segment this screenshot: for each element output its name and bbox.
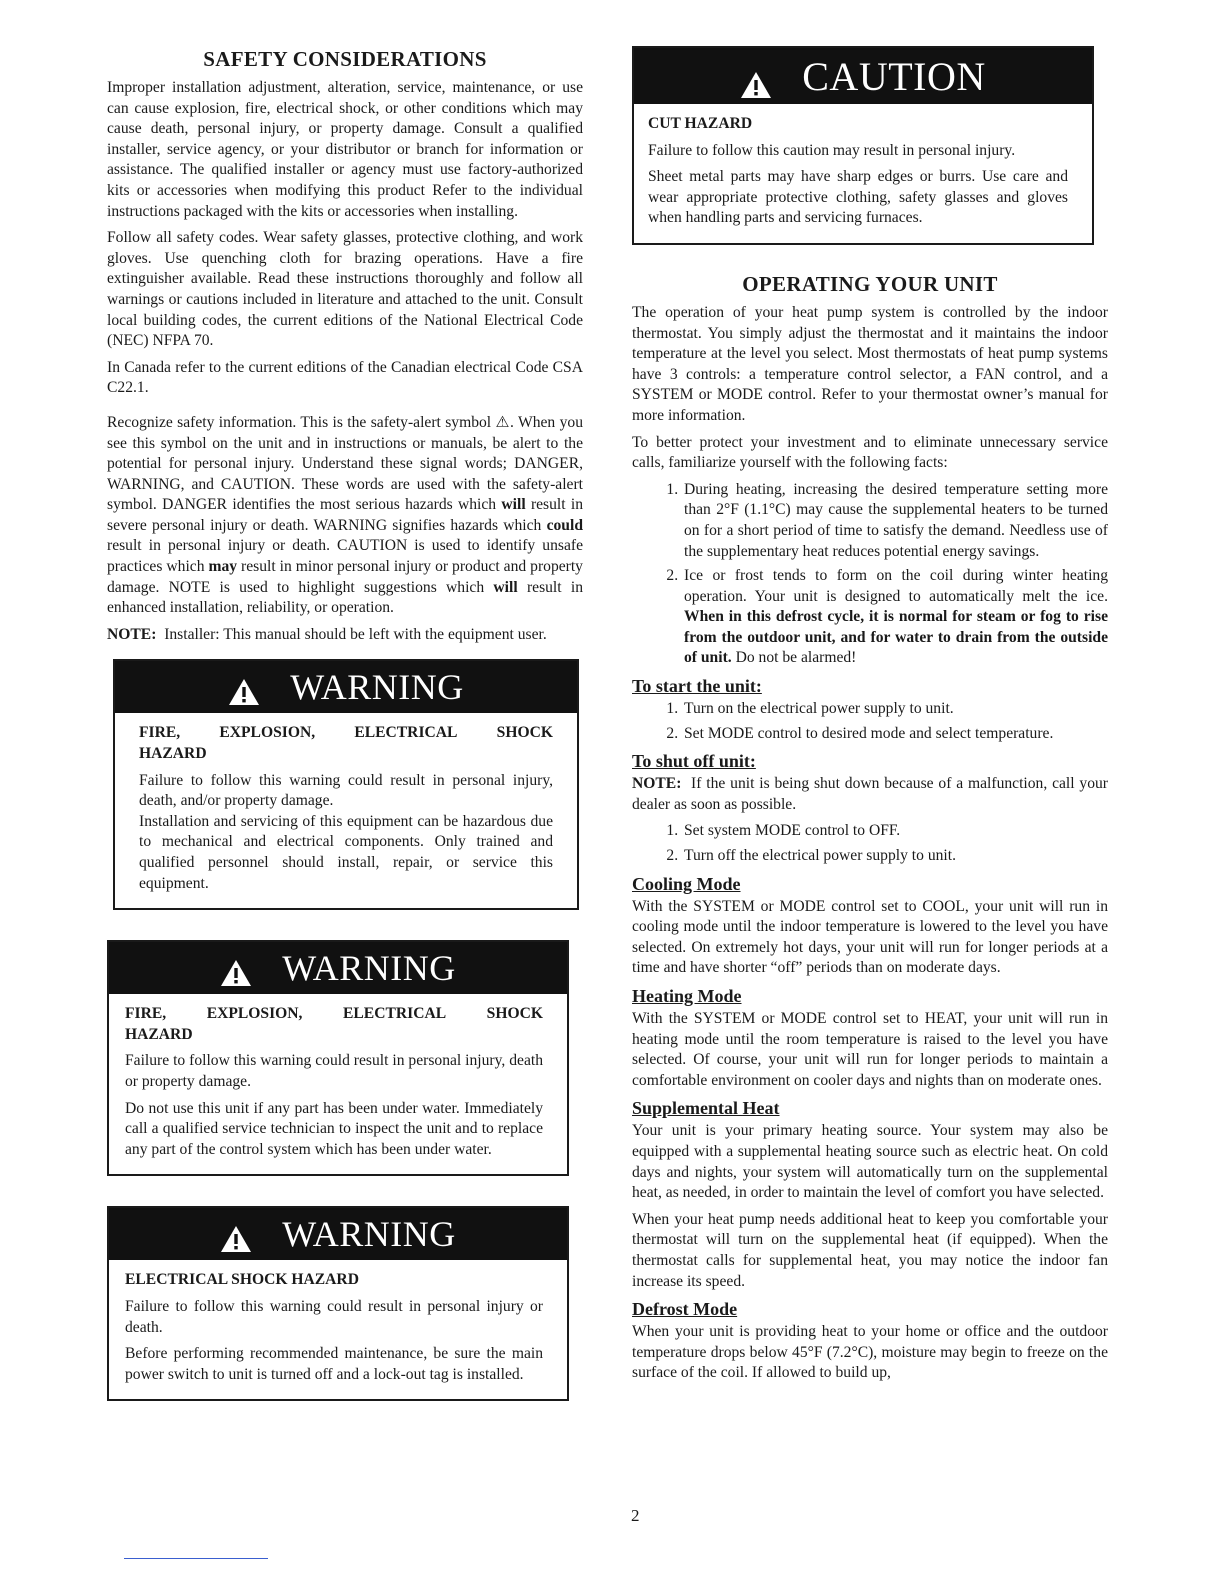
facts-list bbox=[632, 480, 1108, 669]
alert-text-e: result in minor personal injury or product and property damage. NOTE is used to highlight suggestions which bbox=[107, 558, 583, 596]
alert-text-a: Recognize safety information. This is the safety-alert symbol bbox=[107, 413, 496, 431]
list-item: 2. Set MODE control to desired mode and select temperature. bbox=[682, 724, 1108, 745]
alert-text-f: result in enhanced installation, reliability, or operation. bbox=[107, 578, 583, 617]
heating-mode-text: With the SYSTEM or MODE control set to HEAT, your unit will run in heating mode until the room temperature is raised to the level you have selected. Of course, your unit will run for longer periods to maintain a comfortable environment on cooler days and nights than on moderate ones. bbox=[632, 1010, 1108, 1089]
operating-paragraph-2: To better protect your investment and to eliminate unnecessary service calls, familiarize yourself with the following facts: bbox=[632, 433, 1108, 472]
warning-triangle-icon bbox=[220, 1220, 252, 1248]
safety-paragraph-1: Improper installation adjustment, alteration, service, maintenance, or use can cause explosion, fire, electrical shock, or other conditions which may cause death, personal injury, or property damage. Consult a qualified installer, service agency, or your distributor or branch for information or assistance. The qualified installer or agency must use factory-authorized kits or accessories when modifying this product Refer to the individual instructions packaged with the kits or accessories when installing. bbox=[107, 79, 583, 220]
warning-title-1: WARNING bbox=[290, 667, 464, 708]
caution-text-1: Failure to follow this caution may result in personal injury. bbox=[648, 141, 1016, 159]
start-steps-list bbox=[632, 699, 1108, 744]
warning-triangle-icon bbox=[228, 673, 260, 701]
warning-3-text-2: Before performing recommended maintenance, be sure the main power switch to unit is turned off and a lock-out tag is installed. bbox=[125, 1345, 543, 1383]
supplemental-heat-text-1: Your unit is your primary heating source. Your system may also be equipped with a supplemental heating source such as electric heat. On cold days and nights, your system will automatically turn on the supplemental heat, as needed, in order to maintain the level of comfort you have selected. bbox=[632, 1122, 1108, 1202]
hazard-word: ELECTRICAL bbox=[343, 1005, 447, 1023]
note-label: NOTE: bbox=[632, 775, 682, 793]
caution-box bbox=[632, 46, 1094, 245]
caution-title: CAUTION bbox=[802, 53, 986, 99]
list-item: 1. Set system MODE control to OFF. bbox=[682, 821, 1108, 842]
warning-1-text-2: Installation and servicing of this equipment can be hazardous due to mechanical and electrical components. Only trained and qualified personnel should install, repair, or service this equipment. bbox=[139, 812, 553, 892]
warning-title-2: WARNING bbox=[282, 948, 456, 989]
shut-steps-list bbox=[632, 821, 1108, 866]
warning-banner-3 bbox=[109, 1208, 567, 1260]
hazard-line-2: HAZARD bbox=[125, 1025, 193, 1043]
fact-2-text: Ice or frost tends to form on the coil during winter heating operation. Your unit is designed to automatically melt the ice. bbox=[684, 567, 1108, 605]
installer-note bbox=[107, 625, 583, 646]
footer-rule bbox=[124, 1558, 268, 1559]
warning-title-3: WARNING bbox=[282, 1214, 456, 1255]
alert-text-c: result in severe personal injury or death. WARNING signifies hazards which bbox=[107, 496, 583, 534]
warning-triangle-icon bbox=[220, 954, 252, 982]
fact-2-bold: When in this defrost cycle, it is normal for steam or fog to rise from the outdoor unit, and for water to drain from the outside of unit. bbox=[684, 608, 1108, 667]
fact-2-end: Do not be alarmed! bbox=[731, 649, 857, 667]
list-item: 1. Turn on the electrical power supply to unit. bbox=[682, 699, 1108, 720]
right-column bbox=[632, 46, 1112, 1390]
warning-3-text-1: Failure to follow this warning could result in personal injury or death. bbox=[125, 1297, 543, 1336]
hazard-line: ELECTRICAL SHOCK HAZARD bbox=[125, 1271, 359, 1289]
hazard-word: FIRE, bbox=[139, 724, 181, 742]
hazard-line-1 bbox=[125, 1004, 543, 1025]
alert-text-d: result in personal injury or death. CAUTION is used to identify unsafe practices which bbox=[107, 537, 583, 576]
hazard-word: EXPLOSION, bbox=[206, 1005, 303, 1023]
hazard-line-1 bbox=[139, 723, 553, 744]
hazard-word: SHOCK bbox=[486, 1005, 543, 1023]
hazard-word: ELECTRICAL bbox=[354, 724, 458, 742]
caution-banner bbox=[634, 48, 1092, 104]
page-number-text: 2 bbox=[631, 1506, 640, 1525]
list-item: 1. During heating, increasing the desired temperature setting more than 2°F (1.1°C) may cause the supplemental heaters to be turned on for a short period of time to satisfy the demand. Needless use of the supplementary heat reduces potential energy savings. bbox=[682, 480, 1108, 562]
alert-will-2: will bbox=[493, 578, 518, 596]
warning-box-3 bbox=[107, 1206, 569, 1401]
caution-text-2: Sheet metal parts may have sharp edges or burrs. Use care and wear appropriate protective clothing, safety glasses and gloves when handling parts and servicing furnaces. bbox=[648, 168, 1068, 227]
alert-may: may bbox=[208, 558, 238, 576]
note-label: NOTE: bbox=[107, 625, 157, 643]
cooling-mode-text: With the SYSTEM or MODE control set to COOL, your unit will run in cooling mode until the indoor temperature is lowered to the level you have selected. On extremely hot days, your unit will run for longer periods at a time and have shorter “off” periods than on moderate days. bbox=[632, 897, 1108, 977]
operating-unit-heading: OPERATING YOUR UNIT bbox=[742, 271, 998, 296]
start-unit-heading: To start the unit: bbox=[632, 676, 762, 697]
alert-will: will bbox=[501, 496, 526, 514]
warning-2-text-2: Do not use this unit if any part has been under water. Immediately call a qualified service technician to inspect the unit and to replace any part of the control system which has been under water. bbox=[125, 1099, 543, 1158]
warning-banner-1 bbox=[115, 661, 577, 713]
warning-2-text-1: Failure to follow this warning could result in personal injury, death or property damage. bbox=[125, 1052, 543, 1090]
safety-paragraph-3: In Canada refer to the current editions of the Canadian electrical Code CSA C22.1. bbox=[107, 358, 583, 397]
cut-hazard-label: CUT HAZARD bbox=[648, 115, 753, 132]
safety-paragraph-2: Follow all safety codes. Wear safety glasses, protective clothing, and work gloves. Use quenching cloth for brazing operations. Have a fire extinguisher available. Read these instructions thoroughly and follow all warnings or cautions included in literature and attached to the unit. Consult local building codes, the current editions of the National Electrical Code (NEC) NFPA 70. bbox=[107, 229, 583, 350]
note-text: If the unit is being shut down because of a malfunction, call your dealer as soon as possible. bbox=[632, 775, 1112, 813]
safety-alert-symbol-icon: ⚠ bbox=[495, 413, 510, 431]
safety-considerations-heading: SAFETY CONSIDERATIONS bbox=[203, 47, 487, 71]
warning-box-1 bbox=[113, 659, 579, 910]
heating-mode-heading: Heating Mode bbox=[632, 986, 742, 1006]
note-text: Installer: This manual should be left with the equipment user. bbox=[156, 625, 547, 643]
operating-paragraph-1: The operation of your heat pump system is controlled by the indoor thermostat. You simply adjust the thermostat and it maintains the indoor temperature at the level you select. Most thermostats of heat pump systems have 3 controls: a temperature control selector, a FAN control, and a SYSTEM or MODE control. Refer to your thermostat owner’s manual for more information. bbox=[632, 303, 1108, 424]
defrost-mode-heading: Defrost Mode bbox=[632, 1299, 738, 1320]
left-column bbox=[107, 46, 583, 1401]
warning-1-text-1: Failure to follow this warning could result in personal injury, death, and/or property damage. bbox=[139, 771, 553, 810]
list-item: 2. Turn off the electrical power supply to unit. bbox=[682, 846, 1108, 867]
hazard-word: FIRE, bbox=[125, 1005, 167, 1023]
defrost-mode-text: When your unit is providing heat to your home or office and the outdoor temperature drops below 45°F (7.2°C), moisture may begin to freeze on the surface of the coil. If allowed to build up, bbox=[632, 1323, 1108, 1382]
warning-box-2 bbox=[107, 940, 569, 1176]
supplemental-heat-heading: Supplemental Heat bbox=[632, 1098, 780, 1119]
safety-alert-paragraph bbox=[107, 413, 583, 619]
warning-banner-2 bbox=[109, 942, 567, 994]
list-item bbox=[682, 566, 1108, 669]
hazard-word: EXPLOSION, bbox=[219, 724, 316, 742]
warning-triangle-icon bbox=[740, 62, 772, 90]
supplemental-heat-text-2: When your heat pump needs additional heat to keep you comfortable your thermostat will turn on the supplemental heat (if equipped). When the thermostat calls for supplemental heat, you may notice the indoor fan increase its speed. bbox=[632, 1210, 1108, 1290]
cooling-mode-heading: Cooling Mode bbox=[632, 873, 741, 894]
hazard-word: SHOCK bbox=[496, 724, 553, 742]
shut-off-note bbox=[632, 774, 1112, 815]
hazard-line-2: HAZARD bbox=[139, 745, 207, 763]
alert-could: could bbox=[546, 516, 583, 534]
shut-off-unit-heading: To shut off unit: bbox=[632, 751, 756, 772]
alert-text-b: . When you see this symbol on the unit and in instructions or manuals, be alert to the potential for personal injury. Understand these signal words; DANGER, WARNING, and CAUTION. These words are used with the safety-alert symbol. DANGER identifies the most serious hazards which bbox=[107, 413, 583, 514]
